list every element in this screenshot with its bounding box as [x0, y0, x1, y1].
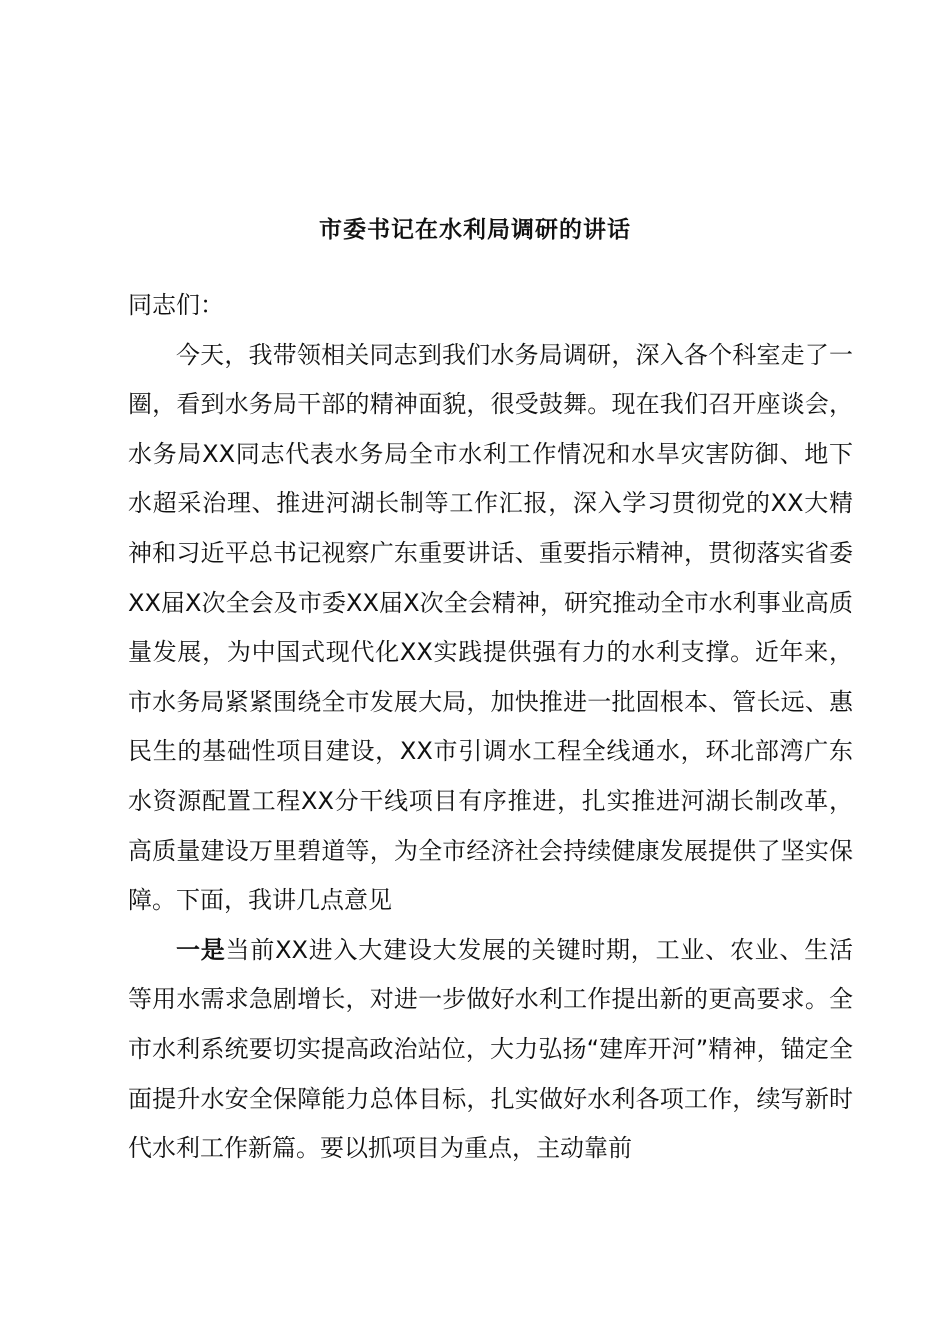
document-title: 市委书记在水利局调研的讲话	[319, 217, 631, 243]
document-body	[128, 281, 853, 1174]
salutation: 同志们：	[128, 291, 224, 319]
point-one-body: 当前XX进入大建设大发展的关键时期，工业、农业、生活等用水需求急剧增长，对进一步做好水利工作提出新的更高要求。全市水利系统要切实提高政治站位，大力弘扬“建库开河”精神，锚定全面提升水安全保障能力总体目标，扎实做好水利各项工作，续写新时代水利工作新篇。要以抓项目为重点，主动靠前	[128, 935, 853, 1163]
paragraph-point-one	[128, 926, 853, 1174]
point-one-lead: 一是	[176, 935, 226, 964]
paragraph-intro: 今天，我带领相关同志到我们水务局调研，深入各个科室走了一圈，看到水务局干部的精神面貌，很受鼓舞。现在我们召开座谈会，水务局XX同志代表水务局全市水利工作情况和水旱灾害防御、地下水超采治理、推进河湖长制等工作汇报，深入学习贯彻党的XX大精神和习近平总书记视察广东重要讲话、重要指示精神，贯彻落实省委XX届X次全会及市委XX届X次全会精神，研究推动全市水利事业高质量发展，为中国式现代化XX实践提供强有力的水利支撑。近年来，市水务局紧紧围绕全市发展大局，加快推进一批固根本、管长远、惠民生的基础性项目建设，XX市引调水工程全线通水，环北部湾广东水资源配置工程XX分干线项目有序推进，扎实推进河湖长制改革，高质量建设万里碧道等，为全市经济社会持续健康发展提供了坚实保障。下面，我讲几点意见	[128, 340, 853, 915]
